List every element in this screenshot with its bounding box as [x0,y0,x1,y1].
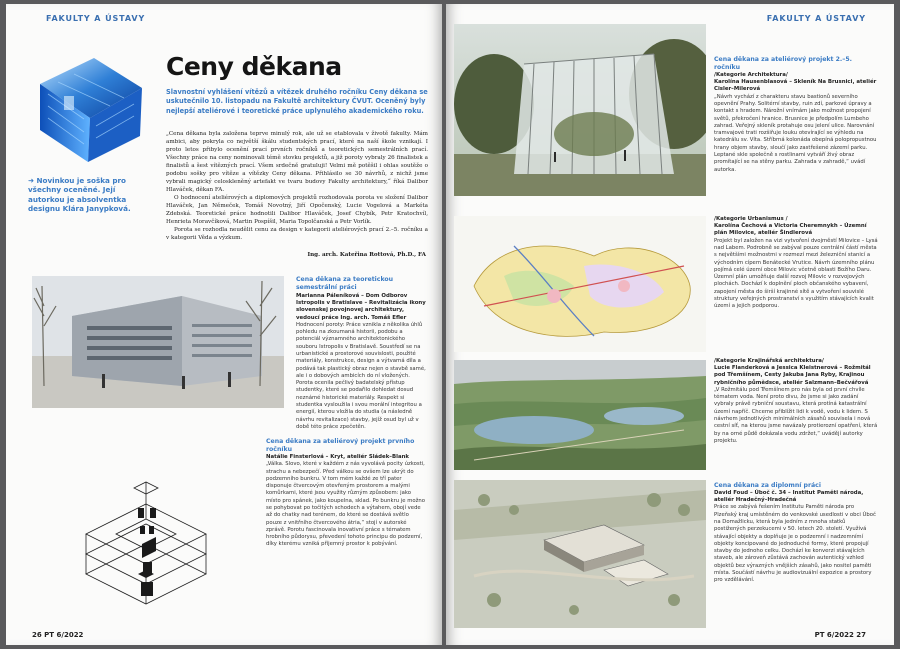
caption-text: Novinkou je soška pro všechny oceněné. Její autorkou je absolventka designu Klára Janypková. [28,176,131,213]
lead-paragraph: Slavnostní vyhlášení vítězů a vítězek druhého ročníku Ceny děkana se uskutečnilo 10. listopadu na Fakultě architektury ČVUT. Oceněný byly nejlepší ateliérové i teoretické práce uplynulého akademického roku. [166,88,428,115]
theory-award-text: Hodnocení poroty: Práce vznikla z několika úhlů pohledu na zkoumaná historii, podobu a potenciál významného architektonického souboru Istropolis v Bratislavě. Soustředí se na urbanistické a prostorové souvislosti, použité materiály, konstrukce, design a výtvarná díla a podává tak plastický obraz nejen o stavbě samé, ale i o dobových ambicích do ní vložených. Porota ocenila pečlivý badatelský přístup studentky, které se podařilo dohledat dosud neznámé historické materiály. Respekt si studentka vysloužila i svou morální integritou a energií, kterou vložila do studia (a následně návrhu revitalizace) stavby, jejíž osud byl už v době této práce zpečetěn. [296,321,426,430]
caption-arrow-icon: ➜ [28,176,37,185]
article-paragraph: Porota se rozhodla neudělit cenu za design v kategorii ateliérových prací 2.–5. ročníku a v kategorii Věda a výzkum. [166,227,428,241]
page-folio-right: PT 6/2022 27 [814,631,866,639]
theory-award [296,276,428,431]
section-label-right: FAKULTY A ÚSTAVY [766,14,866,23]
landscape-text: „V Rožmitálu pod Třemšínem pro nás byla od první chvíle tématem voda. Není proto divu, že jsme si jako zadání vybraly právě rybniční soustavu, která protíná katastrální území napříč. Chceme přiblížit lidi k vodě, vodu k lidem. S návrhem jednotlivých minimálních zásahů souvisela i nová cestní síť, na kterou jsme navázaly protierozní opatření, která by na orné půdě dokázala vodu zdržet,“ uvádějí autorky projektu. [714,386,878,444]
first-year-award-heading: Cena děkana za ateliérový projekt prvního ročníku [266,438,415,453]
urban-plan-sketch [454,216,706,352]
left-page [6,4,442,645]
landscape-category: /Kategorie Krajinářská architektura/ [714,358,824,364]
first-year-award-winner: Natálie Finsterlová – Kryt, ateliér Sládek–Blank [266,454,409,460]
diploma-award [714,482,878,585]
urbanism-winner: Karolína Čechová a Victoria Cheremnykh – Územní plán Milovice, ateliér Šindlerová [714,223,867,237]
diploma-winner: David Foud – Úboč č. 34 – Institut Paměti národa, ateliér Hradečný–Hradečná [714,490,864,504]
trophy-photo [34,44,146,169]
urbanism-category: /Kategorie Urbanismus / [714,216,788,222]
article-author: Ing. arch. Kateřina Rottová, Ph.D., FA [307,252,426,258]
diploma-award-heading: Cena děkana za diplomní práci [714,482,821,489]
first-year-award-text: „Válka. Slovo, které v každém z nás vyvolává pocity úzkosti, strachu a nebezpečí. Před válkou se ovšem lze ukrýt do podzemního bunkru. V tom mém každé ze tří pater disponuje čtvercovým otevřeným prostorem a malými komůrkami, které jsou využity různým způsobem: jako místo pro spánek, jako koupelna, sklad. Po bunkru je možno se pohybovat po točitých schodech a výtahem, obojí vede až do chatky nad terénem, do které se dostává světlo pouze z vnitřního čtvercového átria,“ stojí v autorské zprávě. Porotu fascinovala inovativní práce s tématem hrobního půdorysu, převedení tohoto principu do podzemí, díky kterému vzniká příjemný prostor k pobývání. [266,461,425,548]
urbanism-text: Projekt byl založen na vizi vytvoření dvojměstí Milovice – Lysá nad Labem. Podrobně se zabýval pouze centrální částí města s největšími možnostmi v rozmezí mezi železniční stanicí a východním cípem Benátecké Vrutice. Návrh územního plánu pojímá celé území obce Milovic včetně oblasti Božího Daru. Územní plán umožňuje další rozvoj Milovic v rozvojových plochách. Dochází k doplnění ploch občanského vybavení, zapojení města do širší krajinné sítě a vytvoření souvislé struktury veřejných prostranství s využitím stávajících kvalit území a jejich podporou. [714,237,878,310]
theory-award-winner: Marianna Páleníková – Dom Odborov Istropolis v Bratislave – Revitalizácia ikony slovenskej povojnovej architektury, vedoucí práce Ing. arch. Tomáš Efler [296,293,426,321]
urbanism-award [714,216,878,311]
landscape-render [454,360,706,470]
greenhouse-render [454,24,706,196]
page-title: Ceny děkana [166,52,342,81]
atelier-award [714,56,878,174]
section-label-left: FAKULTY A ÚSTAVY [46,14,146,23]
landscape-winner: Lucie Flanderková a Jessica Kleistnerová – Rožmitál pod Třemšínem, Cesty Jakuba Jana Ryby, Krajinou rybničního půmědsce, ateliér Salzmann–Bečvářová [714,365,871,386]
right-page [446,4,894,645]
article-paragraph: „Cena děkana byla založena teprve minulý rok, ale už se etablovala v životě fakulty. Mám ambici, aby pokryla co největší škálu studentských prací, které na naší škole vznikají. I proto letos přibylo ocenění prací prvních ročníků a teoretických semestrálních prací. Všechny práce na ceny nominovali témě stovku projektů, a již poroty vybraly 26 finalistek a finalistů a šest vítězných prací. Všem srdečně gratuluji! Velmi mě potěšil i ohlas soutěže o podobu sošky pro vítěze a vítězky Ceny děkana. Přihlásilo se 30 návrhů, z nichž jsme vybrali magický celoskleněný artefakt ve tvaru budovy Fakulty architektury,“ říká Dalibor Hlaváček, děkan FA. [166,131,428,193]
istropolis-photo [32,276,284,408]
architecture-text: „Návrh vychází z charakteru stavu bastionů severního opevnění Prahy. Solitérní stavby, ruin zdí, parkové úpravy a kontakt s hradem. Nárožní vnímám jako možnost propojení světů, překročení hranice. Brusnice je předpolím Lumbeho zahrad. Veřejný skleník protahuje osu jelení ulice. Narovnání tramvajové trati rozšiřuje louku otevírající se výhledu na katedrálu sv. Víta. Stříbrná kolonáda obepíná polopropustnou hrany objem stavby, sloučí jako zastřešené zázemí parku. Leptané skle společně s rostlinami vytváří živý obraz promítající se na stěny parku. Zahrada v zahradě,“ uvádí autorka. [714,93,877,173]
diploma-site-render [454,480,706,628]
landscape-award [714,358,878,445]
bunker-axonometry [46,474,256,629]
atelier-award-heading: Cena děkana za ateliérový projekt 2.–5. ročníku [714,56,853,71]
architecture-category: /Kategorie Architektura/ [714,72,788,78]
article-paragraph: O hodnocení ateliérových a diplomových projektů rozhodovala porota ve složení Dalibor Hlaváček, Jan Němeček, Tomáš Novotný, Jiří Opočenský, Lucie Vogelová a Markéta Zdebská. Teoretické práce hodnotili Dalibor Hlaváček, Josef Chybík, Petr Kratochvíl, Henrieta Moravčíková, Martin Pospíšil, Maria Topolčanská a Petr Vorlík. [166,195,428,225]
page-folio-left: 26 PT 6/2022 [32,631,84,639]
trophy-caption [28,176,140,213]
architecture-winner: Karolína Hausenblasová – Skleník Na Brusnici, ateliér Cisler–Milerová [714,79,877,93]
article-body [166,130,428,242]
first-year-award [266,438,426,549]
diploma-text: Práce se zabývá řešením Institutu Paměti národa pro Plzeňský kraj umístěném do venkovské usedlosti v obci Úboč na Domažlicku, která byla jedním z mnoha statků postižených perzekucemi v 50. letech 20. století. Využívá stávající objekty a doplňuje je o podzemní i nadzemnímí objekty koncipované do jednoduché formy, které propojují stavby do jednoho celku. Dochází ke konverzi stávajících staveb, ale zároveň zůstává zachován autentický vzhled objektů bez výrazných vnějších zásahů, jako nositel paměti místa. Součástí návrhu je audiovizuální expozice a prostory pro vzdělávání. [714,504,876,584]
theory-award-heading: Cena děkana za teoretickou semestrální práci [296,276,394,291]
